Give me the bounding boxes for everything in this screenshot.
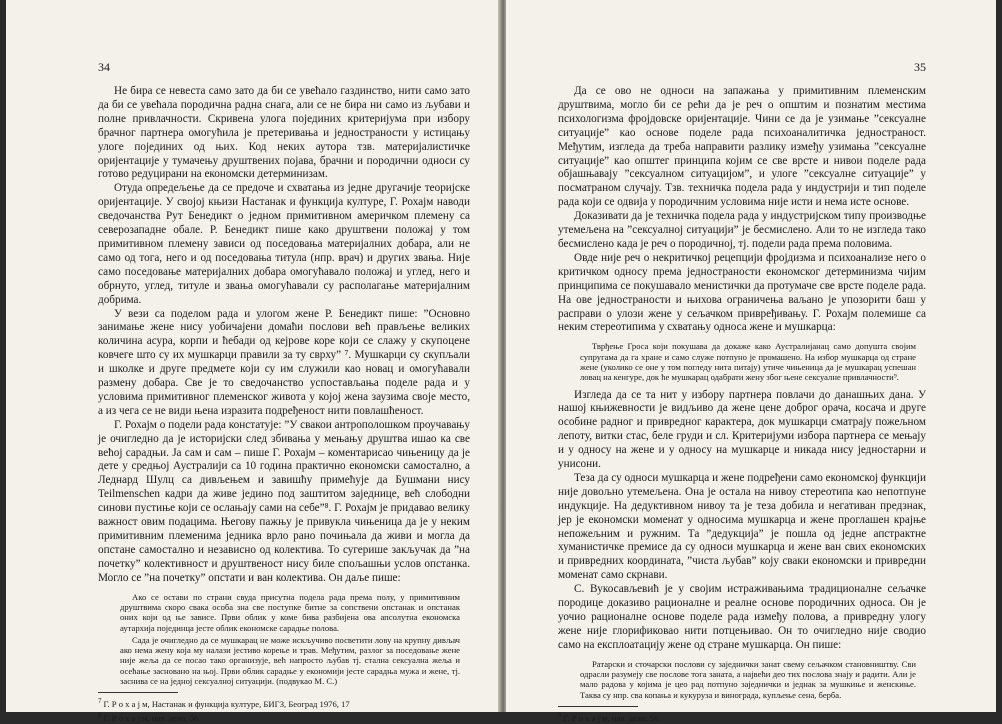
footnote-rule [558, 706, 638, 707]
quote-paragraph: Тврђење Гроса који покушава да докаже како Аустралијанац само допушта својим супругама да га хране и само служе потпуно је промашено. На избор мушкарца од стране жене (уколико се оне у том погледу нита питају) утиче чињеница да је мушкарац успешан ловац на кенгуре, док ће мушкарац одабрати жену због њене сексуалне привлачности⁹. [580, 341, 916, 383]
footnote: $^8$ Г. Р о̀ х а ј м, нав. дело, 56. [98, 711, 201, 724]
footnote: $^7$ Г. Р о х а ј м, Настанак и функција културе, БИГЗ, Београд 1976, 17 [98, 697, 350, 710]
block-quote [558, 341, 926, 382]
page-number-left: 34 [98, 60, 110, 74]
quote-paragraph: Ако се остави по страни свуда присутна подела рада према полу, у примитивним друштвима скоро свака особа зна све поступке битне за сопствени опстанак и опстанак оних који од ње зависе. Први облик у коме бива разбијена ова апсолутна економска аутархија појединца јесте облик економске сарадње полова. [120, 591, 460, 633]
body-paragraph: Доказивати да је техничка подела рада у индустријском типу производње утемељена на ”сексуалној ситуацији” је бесмислено. Али то не изгледа тако бесмислено када је реч о породичној, тј. подели рада према половима. [558, 210, 926, 250]
footnote: $^9$ Г. Р о̀ х а ј м, нав. дело, 56. [558, 710, 661, 723]
body-paragraph: Да се ово не односи на запажања у примитивним племенским друштвима, могло би се рећи да је реч о општим и познатим местима психологизма фројдовске оријентације. Чини се да је узимање ”сексуалне ситуације” као основе поделе рада психоаналитичка једностраност. Међутим, изгледа да треба направити разлику између узимања ”сексуалне ситуације” као општег принципа којим се све врсте и нивои поделе рада објашњавају ”сексуалном ситуацијом”, и улоге ”сексуалне ситуације” у посматраном случају. Тзв. техничка подела рада у индустрији и тип поделе рада који се одвија у породичним условима није исти и нема исте основе. [558, 85, 926, 209]
left-page [6, 0, 500, 724]
body-paragraph: С. Вукосављевић је у својим истраживањима традиционалне сељачке породице доказиво рационалне и реалне основе породичних односа. Он је уочио рационалне основе поделе рада између полова, а привредну улогу жене није глорификовао нити потцењивао. Он то очигледно није сводио само на експлоатацију жене од стране мушкарца. Он пише: [558, 583, 926, 651]
body-paragraph: У вези са поделом рада и улогом жене Р. Бенедикт пише: ”Основно занимање жене нису уобичајени домаћи послови већ прављење великих количина асура, корпи и ћебади од кејрове коре који се слажу у скупоцене ковчеге што су их мушкарци правили за ту сврху” ⁷. Мушкарци су скупљали и школке и друге предмете који су им служили као новац и омогућавали размену добара. Све је то сведочанство успостављања поделе рада и у условима примитивног племенског живота у којој жена заузима своје место, а из чега се не види њена изразита подређеност нити повлашћеност. [98, 307, 470, 417]
right-page [506, 0, 996, 723]
quote-paragraph: Ратарски и сточарски послови су заједнички занат свему сељачком становништву. Сви одрасли разумеју све послове тога заната, а највећи део тих послова знају и радити. Али је мало радова у којима је цео рад потпуно заједнички и једнак за мушкиње и женскиње. Таква су нпр. сва копања и кукуруза и винограда, купљење сена, берба. [580, 658, 916, 700]
body-paragraph: Не бира се невеста само зато да би се увећало газдинство, нити само зато да би се увећала породична радна снага, али се не бира ни само из љубави и полне привлачности. Скривена улога појединих критеријума при избору брачног партнера омогућила је претеривања и једностраности у истицању улоге појединих од њих. Код неких аутора тзв. материјалистичке оријентације у тумачењу друштвених појава, брачни и породични односи су готово редуцирани на економски детерминизам. [98, 85, 470, 181]
body-paragraph: Теза да су односи мушкарца и жене подређени само економској функцији није довољно утемељена. Она је остала на нивоу стереотипа као непотпуне индукције. На дедуктивном нивоу та је теза добила и негативан предзнак, јер је економски моменат у односима мушкарца и жене проглашен крајње непожељним и ружним. Та ”дедукција” је пошла од једне апстрактне хуманистичке премисе да су односи мушкарца и жене ван свих економских и привредних координата, ”чиста љубав” коју сваки економски и привредни моменат само скрнави. [558, 471, 926, 582]
footnote-rule [98, 692, 178, 693]
block-quote [98, 592, 470, 687]
quote-paragraph: Сада је очигледно да се мушкарац не може искључиво посветити лову на крупну дивљач ако нема жену која му налази јестиво корење и трав. Међутим, разлог за поседовање жене није жеља да се посао тако организује, већ напросто љубав тј. стална сексуална жеља и осећање засновано на њој. Први облик сарадње у економији јесте сарадња мужа и жене, тј. заснива се на једној сексуалној ситуацији. (подвукао М. С.) [120, 634, 460, 686]
block-quote [558, 659, 926, 700]
body-paragraph: Г. Рохајм о подели рада констатује: ”У свакои антрополошком проучавању је очигледно да је историјски след збивања у мењању друштва ишао ка све већој сарадњи. Ја сам и сам – пише Г. Рохајм – коментарисао чињеницу да је дете у средњој Аустралији са 10 година практично економски самостално, а Леднард Шулц са дивљењем и завишћу примећује да Бушмани нису Teilmenschen кадри да живе једино под заштитом заједнице, већ слободни синови пустиње који се ослањају сами на себе”⁸. Г. Рохајм је придавао велику важност овим подацима. Његову пажњу је привукла чињеница да је у неким примитивним племенима једника врло рано почињала да живи и могла да опстане самостално и независно од колектива. То сугерише закључак да ”на почетку” колективност и друштвеност нису биле спољашњи услов опстанка. Могло се ”на почетку” опстати и ван колектива. Он даље пише: [98, 418, 470, 584]
body-paragraph: Овде није реч о некритичкој рецепцији фројдизма и психоанализе него о критичком односу према једностраности економског детерминизма чијим принципима се покушавало менистички да протумаче све врсте поделе рада. На ове једностраности и њихова ограничења ваљано је упозорити баш у расправи о улози жене у сељачком привређивању. Г. Рохајм полемише са неким стереотипима у схватању односа жене и мушкарца: [558, 251, 926, 334]
body-paragraph: Изгледа да се та нит у избору партнера повлачи до данашњих дана. У нашој књижевности је видљиво да жене цене доброг орача, косача и друге особине радног и привредног карактера, док мушкарци сматрају пожељном лепоту, витки стас, беле груди и сл. Критеријуми избора партнера се мењају и у односу на жене и у односу на мушкарце и никада нису једностарни и унисони. [558, 388, 926, 471]
body-paragraph: Отуда опредељење да се предоче и схватања из једне другачије теоријске оријентације. У својој књизи Настанак и функција културе, Г. Рохајм наводи сведочанства Рут Бенедикт о једном примитивном америчком племену са северозападне обале. Р. Бенедикт пише како друштвени положај у том примитивном племену зависи од поседовања материјалних добара, али не само од тога, него и од поседовања титула (нпр. врач) и других звања. Није само поседовање материјалних добара омогућавало положај и углед, него и обрнуто, углед, титуле и звања омогућавали су располагање материјалним добрима. [98, 182, 470, 306]
page-number-right: 35 [914, 60, 926, 74]
